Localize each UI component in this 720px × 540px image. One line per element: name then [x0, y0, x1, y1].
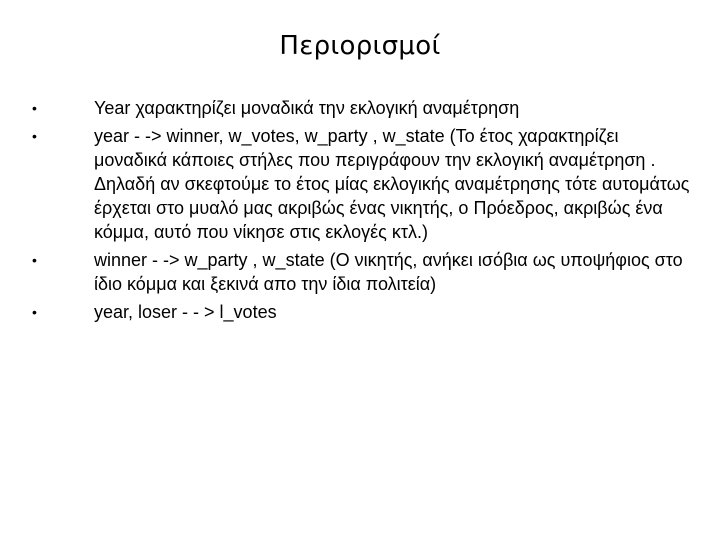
bullet-text: Year χαρακτηρίζει μοναδικά την εκλογική αναμέτρηση — [94, 98, 520, 118]
bullet-text: year - -> winner, w_votes, w_party , w_state (To έτος χαρακτηρίζει μοναδικά κάποιες στήλες που περιγράφουν την εκλογική αναμέτρηση . Δηλαδή αν σκεφτούμε το έτος μίας εκλογικής αναμέτρησης τότε αυτομάτως έρχεται στο μυαλό μας ακριβώς ένας νικητής, ο Πρόεδρος, ακριβώς ένα κόμμα, αυτό που νίκησε στις εκλογές κτλ.) — [94, 126, 690, 242]
list-item — [30, 124, 694, 244]
bullet-text: year, loser - - > l_votes — [94, 302, 277, 322]
bullet-icon: • — [32, 304, 37, 320]
list-item — [30, 300, 694, 324]
bullet-icon: • — [32, 128, 37, 144]
bullet-text: winner - -> w_party , w_state (O νικητής, ανήκει ισόβια ως υποψήφιος στο ίδιο κόμμα και ξεκινά απο την ίδια πολιτεία) — [94, 250, 683, 294]
slide-title: Περιορισμοί — [279, 31, 441, 61]
list-item — [30, 248, 694, 296]
bullet-list — [30, 96, 694, 328]
bullet-icon: • — [32, 100, 37, 116]
list-item — [30, 96, 694, 120]
bullet-icon: • — [32, 252, 37, 268]
